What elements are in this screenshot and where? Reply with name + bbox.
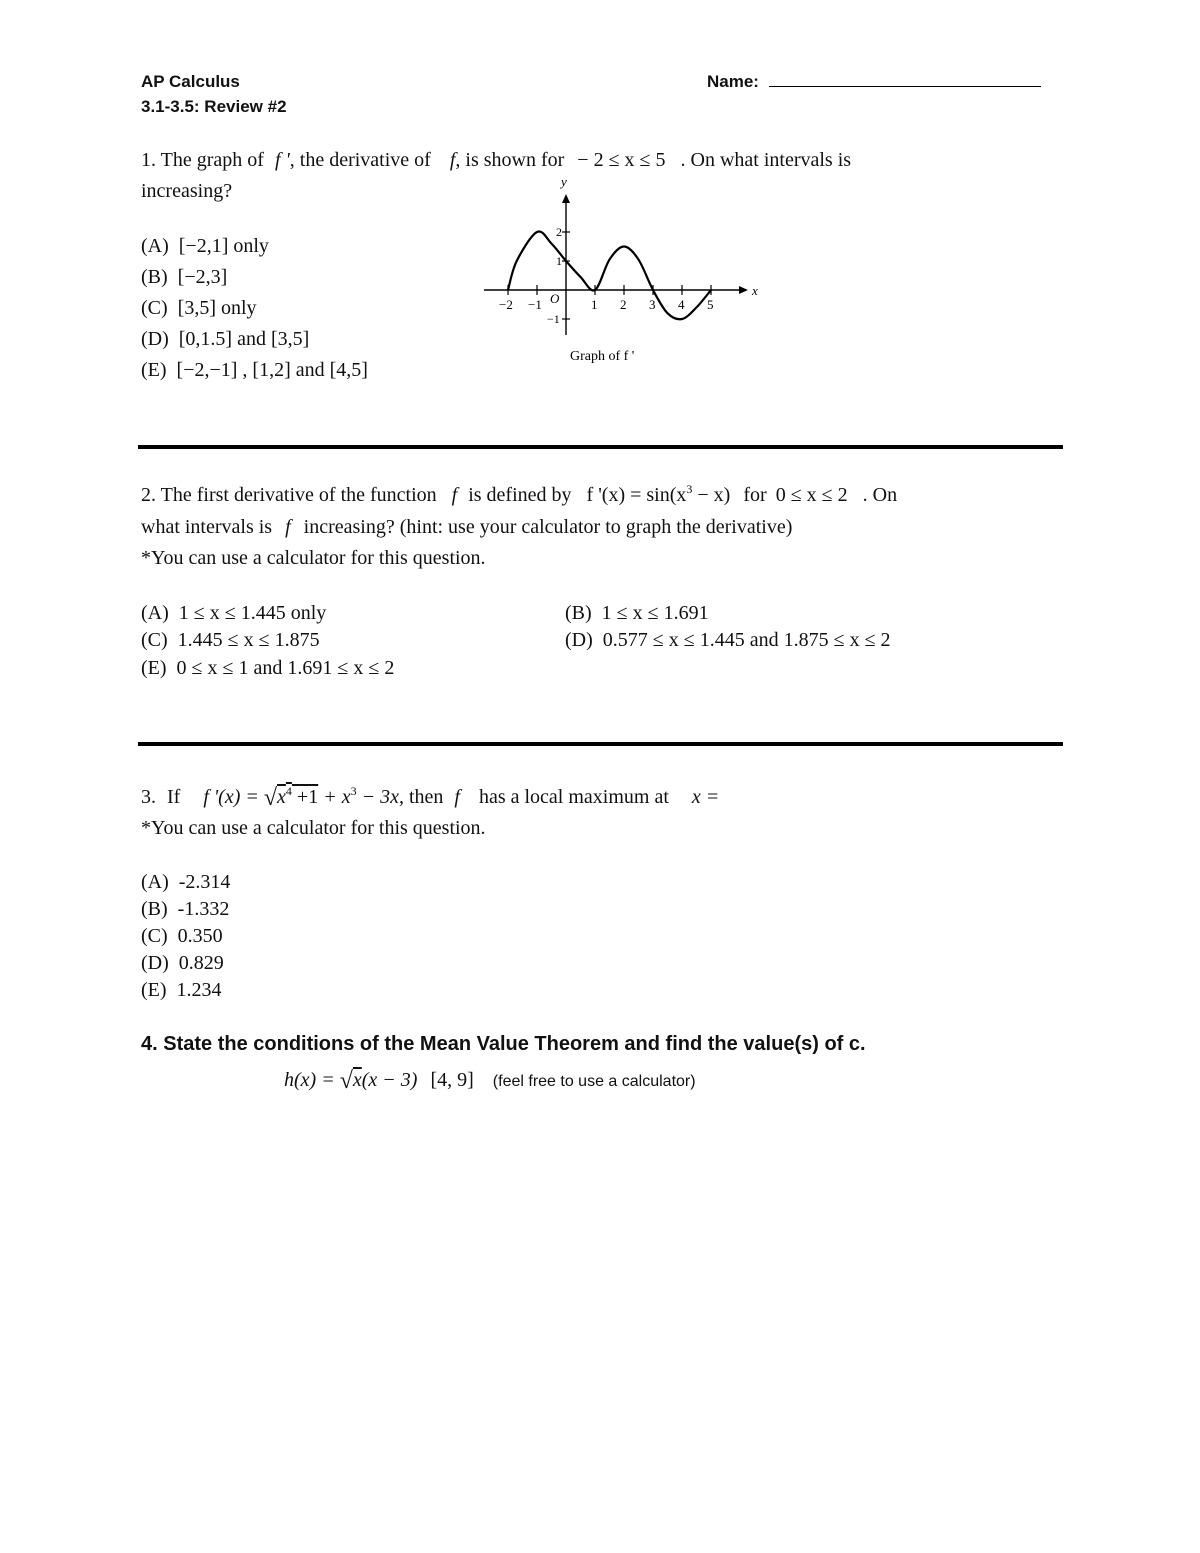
q1-text-1: The graph of	[160, 149, 264, 171]
q3-text-3: has a local maximum at	[478, 786, 669, 808]
q1-option-d[interactable]: (D) [0,1.5] and [3,5]	[141, 328, 310, 350]
q3-text-1: If	[167, 786, 181, 808]
q2-text-5: what intervals is	[141, 516, 273, 538]
section-divider-1	[138, 445, 1063, 449]
x-tick-label: 1	[591, 297, 598, 312]
x-axis-arrow-icon	[739, 286, 748, 294]
q2-text-4: . On	[862, 484, 898, 506]
section-divider-2	[138, 742, 1063, 746]
q1-domain: − 2 ≤ x ≤ 5	[577, 149, 666, 171]
x-tick-label: −1	[528, 297, 542, 312]
q1-options	[141, 233, 368, 384]
q3-option-b[interactable]: (B) -1.332	[141, 898, 230, 920]
sqrt-icon: √	[339, 1068, 353, 1094]
q2-stem-line2	[141, 512, 792, 543]
name-field[interactable]	[707, 72, 1041, 92]
q1-text-4: . On what intervals is	[680, 149, 852, 171]
q4-prompt: 4. State the conditions of the Mean Value Theorem and find the value(s) of c.	[141, 1033, 866, 1055]
q3-option-a[interactable]: (A) -2.314	[141, 871, 231, 893]
q3-option-c[interactable]: (C) 0.350	[141, 925, 223, 947]
x-tick-label: 2	[620, 297, 627, 312]
q3-option-e[interactable]: (E) 1.234	[141, 979, 222, 1001]
q2-f: f	[451, 484, 458, 506]
unit-title: 3.1-3.5: Review #2	[141, 97, 287, 116]
q4-factor: (x − 3)	[361, 1069, 418, 1091]
q1-text-2: , the derivative of	[289, 149, 431, 171]
q3-stem-line1	[141, 782, 719, 814]
q1-f: f	[449, 149, 456, 171]
q1-option-c[interactable]: (C) [3,5] only	[141, 297, 257, 319]
q4-interval: [4, 9]	[430, 1069, 474, 1091]
q1-text-5: increasing?	[141, 180, 233, 202]
q1-graph	[470, 170, 790, 370]
x-tick-label: −2	[499, 297, 513, 312]
q2-option-a[interactable]: (A) 1 ≤ x ≤ 1.445 only	[141, 602, 327, 624]
q2-text-3: for	[743, 484, 767, 506]
q2-option-d[interactable]: (D) 0.577 ≤ x ≤ 1.445 and 1.875 ≤ x ≤ 2	[565, 629, 891, 651]
q1-option-a[interactable]: (A) [−2,1] only	[141, 235, 269, 257]
q3-x-eq: x =	[691, 786, 720, 808]
q4-function	[284, 1065, 696, 1097]
q1-f-prime: f '	[274, 149, 290, 171]
q2-number: 2.	[141, 484, 156, 506]
q3-options	[141, 869, 230, 1004]
q2-f-2: f	[285, 516, 291, 538]
q2-text-1: The first derivative of the function	[160, 484, 437, 506]
q2-text-6: increasing? (hint: use your calculator to graph the derivative)	[303, 516, 793, 538]
course-title: AP Calculus	[141, 72, 240, 91]
q3-f: f	[454, 786, 460, 808]
q4-hx: h(x) =	[284, 1069, 335, 1091]
q4-note: (feel free to use a calculator)	[492, 1073, 696, 1090]
graph-caption: Graph of f '	[570, 349, 635, 364]
q3-fprime: f '(x) =	[203, 786, 259, 808]
q2-option-c[interactable]: (C) 1.445 ≤ x ≤ 1.875	[141, 629, 320, 651]
q2-formula: f '$(x) = \sin(x^3 - x)$	[586, 482, 731, 506]
x-tick-label: 4	[678, 297, 685, 312]
y-tick-label: −1	[547, 312, 560, 326]
y-tick-label: 2	[556, 225, 562, 239]
q1-option-e[interactable]: (E) [−2,−1] , [1,2] and [4,5]	[141, 359, 368, 381]
q3-calc-note: *You can use a calculator for this question.	[141, 817, 486, 839]
q3-number: 3.	[141, 786, 156, 808]
q2-option-e[interactable]: (E) 0 ≤ x ≤ 1 and 1.691 ≤ x ≤ 2	[141, 657, 395, 679]
x-tick-label: 5	[707, 297, 714, 312]
x-tick-label: 3	[649, 297, 656, 312]
name-blank-line[interactable]	[769, 72, 1041, 87]
q2-stem-line1	[141, 480, 897, 511]
origin-label: O	[550, 291, 560, 306]
q1-text-3: , is shown for	[455, 149, 565, 171]
q4-radicand: x	[352, 1069, 362, 1091]
q2-domain: 0 ≤ x ≤ 2	[775, 484, 848, 506]
q2-option-b[interactable]: (B) 1 ≤ x ≤ 1.691	[565, 602, 709, 624]
name-label: Name:	[707, 72, 759, 91]
y-axis-label: y	[561, 174, 567, 189]
q1-number: 1.	[141, 149, 156, 171]
sqrt-icon: √	[263, 785, 278, 811]
q2-text-2: is defined by	[468, 484, 572, 506]
q2-calc-note: *You can use a calculator for this question.	[141, 547, 486, 569]
q3-text-2: , then	[398, 786, 444, 808]
q1-option-b[interactable]: (B) [−2,3]	[141, 266, 228, 288]
y-tick-label: 1	[556, 254, 562, 268]
y-axis-arrow-icon	[562, 194, 570, 203]
q3-option-d[interactable]: (D) 0.829	[141, 952, 224, 974]
x-axis-label: x	[752, 283, 758, 298]
q3-formula: $√x^4 +1 + x^3 - 3x$	[263, 784, 399, 811]
